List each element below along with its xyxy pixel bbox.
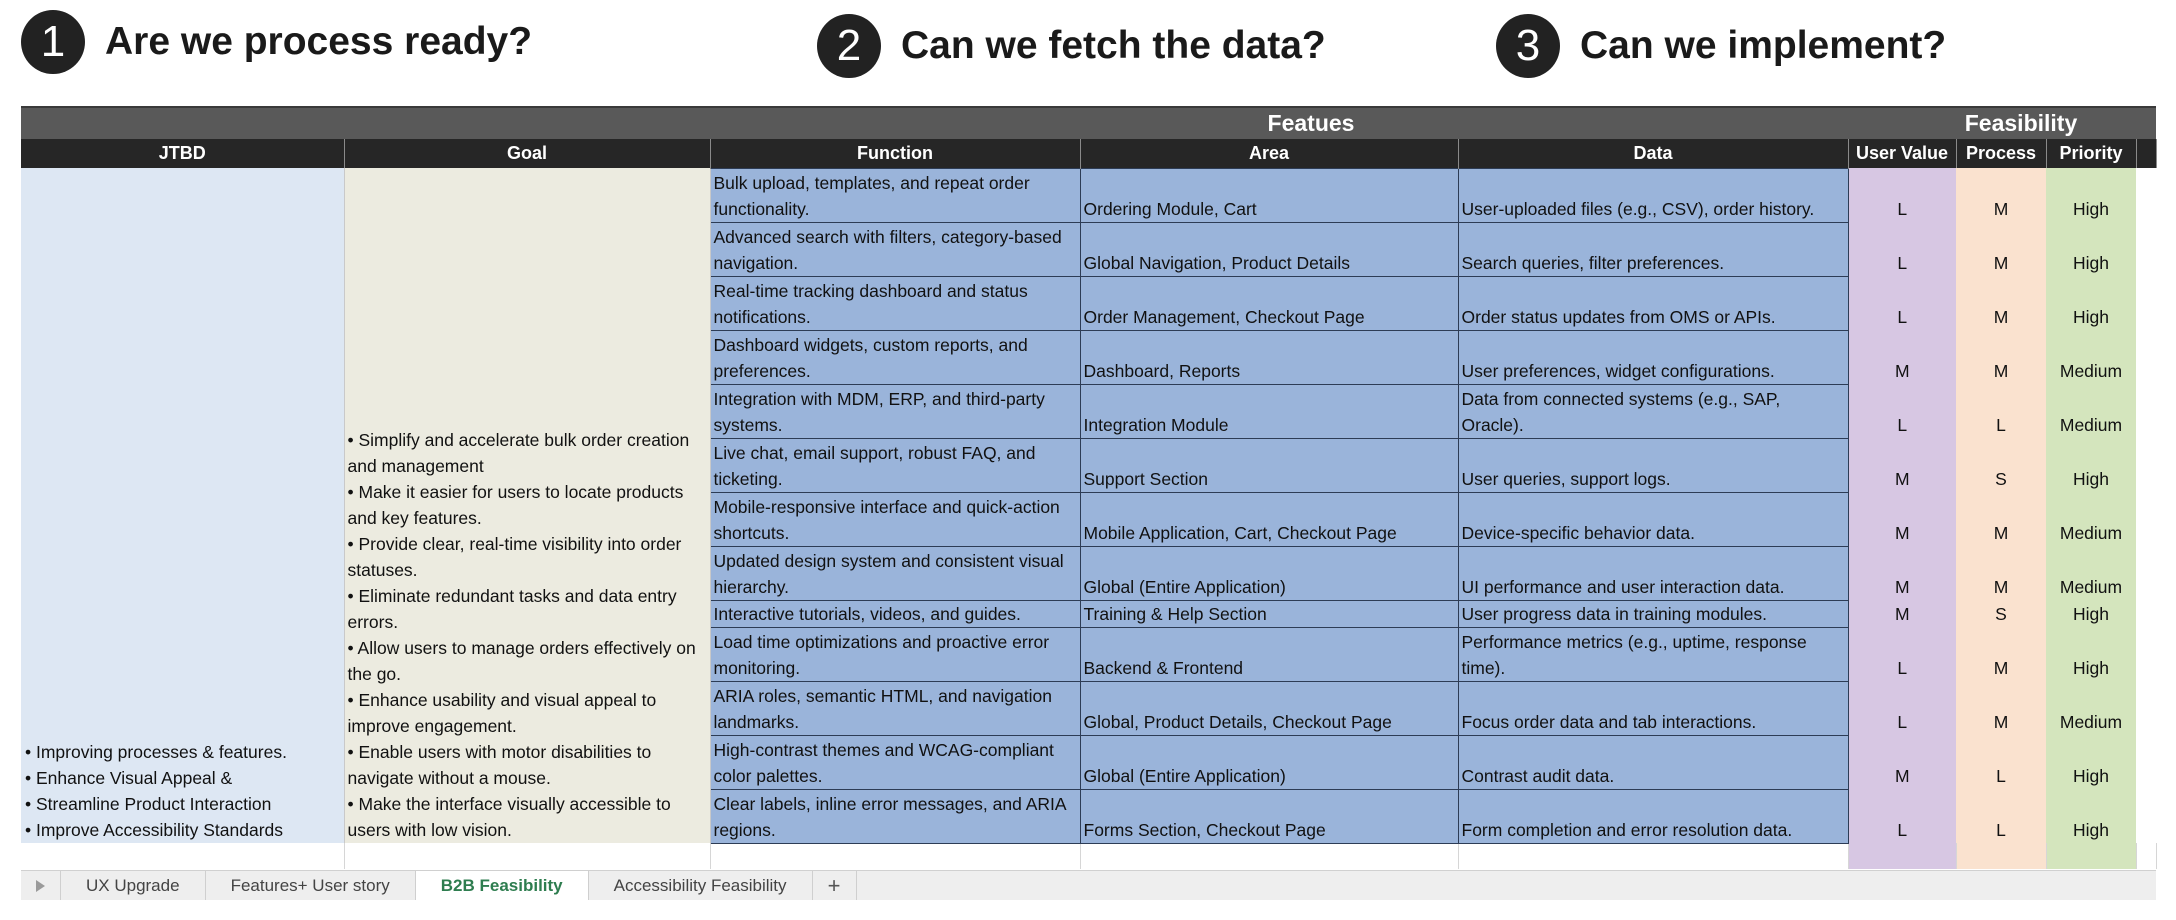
- process-cell[interactable]: L: [1956, 735, 2046, 789]
- column-header-jtbd[interactable]: JTBD: [21, 139, 344, 168]
- edge-cell: [2136, 222, 2156, 276]
- priority-cell[interactable]: High: [2046, 627, 2136, 681]
- area-cell[interactable]: Forms Section, Checkout Page: [1080, 789, 1458, 843]
- data-cell[interactable]: User-uploaded files (e.g., CSV), order history.: [1458, 168, 1848, 222]
- area-cell[interactable]: Global, Product Details, Checkout Page: [1080, 681, 1458, 735]
- area-cell[interactable]: Global (Entire Application): [1080, 546, 1458, 600]
- user-value-cell[interactable]: L: [1848, 789, 1956, 843]
- column-header-process[interactable]: Process: [1956, 139, 2046, 168]
- process-cell[interactable]: M: [1956, 546, 2046, 600]
- goal-item: • Eliminate redundant tasks and data entry errors.: [347, 586, 677, 632]
- step-1-number-badge: 1: [21, 10, 85, 74]
- area-cell[interactable]: Mobile Application, Cart, Checkout Page: [1080, 492, 1458, 546]
- user-value-cell[interactable]: M: [1848, 546, 1956, 600]
- step-3-header: [1496, 12, 1946, 80]
- step-3-title: Can we implement?: [1580, 24, 1947, 67]
- empty-cell[interactable]: [1956, 843, 2046, 869]
- data-cell[interactable]: Performance metrics (e.g., uptime, response time).: [1458, 627, 1848, 681]
- jtbd-item: • Improve Accessibility Standards: [25, 820, 284, 840]
- priority-cell[interactable]: High: [2046, 735, 2136, 789]
- area-cell[interactable]: Backend & Frontend: [1080, 627, 1458, 681]
- edge-cell: [2136, 735, 2156, 789]
- process-cell[interactable]: M: [1956, 222, 2046, 276]
- empty-cell[interactable]: [1848, 843, 1956, 869]
- play-arrow-icon: [36, 880, 45, 892]
- column-header-user-value[interactable]: User Value: [1848, 139, 1956, 168]
- goal-item: • Make the interface visually accessible to users with low vision.: [347, 794, 671, 840]
- data-cell[interactable]: User queries, support logs.: [1458, 438, 1848, 492]
- step-3-number-badge: 3: [1496, 14, 1560, 78]
- area-cell[interactable]: Integration Module: [1080, 384, 1458, 438]
- data-cell[interactable]: User progress data in training modules.: [1458, 600, 1848, 627]
- user-value-cell[interactable]: L: [1848, 222, 1956, 276]
- process-cell[interactable]: L: [1956, 384, 2046, 438]
- empty-cell[interactable]: [344, 843, 710, 869]
- data-cell[interactable]: Data from connected systems (e.g., SAP, Oracle).: [1458, 384, 1848, 438]
- user-value-cell[interactable]: M: [1848, 438, 1956, 492]
- sheet-tab-b2b-feasibility[interactable]: B2B Feasibility: [416, 871, 589, 900]
- user-value-cell[interactable]: L: [1848, 276, 1956, 330]
- user-value-cell[interactable]: L: [1848, 168, 1956, 222]
- data-cell[interactable]: User preferences, widget configurations.: [1458, 330, 1848, 384]
- add-sheet-button[interactable]: +: [813, 871, 857, 900]
- data-cell[interactable]: UI performance and user interaction data.: [1458, 546, 1848, 600]
- feasibility-group-header[interactable]: Feasibility: [1964, 110, 2078, 136]
- column-header-priority[interactable]: Priority: [2046, 139, 2136, 168]
- edge-cell: [2136, 438, 2156, 492]
- edge-cell: [2136, 168, 2156, 222]
- goal-cell[interactable]: [344, 168, 710, 843]
- data-cell[interactable]: Search queries, filter preferences.: [1458, 222, 1848, 276]
- user-value-cell[interactable]: M: [1848, 330, 1956, 384]
- goal-item: • Simplify and accelerate bulk order creation and management: [347, 430, 690, 476]
- area-cell[interactable]: Ordering Module, Cart: [1080, 168, 1458, 222]
- step-2-title: Can we fetch the data?: [901, 24, 1326, 67]
- empty-cell[interactable]: [2046, 843, 2136, 869]
- goal-list: [348, 427, 704, 843]
- edge-cell: [2136, 384, 2156, 438]
- user-value-cell[interactable]: L: [1848, 681, 1956, 735]
- function-cell[interactable]: ARIA roles, semantic HTML, and navigation landmarks.: [710, 681, 1080, 735]
- sheet-tab-accessibility-feasibility[interactable]: Accessibility Feasibility: [589, 871, 813, 900]
- process-cell[interactable]: S: [1956, 438, 2046, 492]
- edge-cell: [2136, 492, 2156, 546]
- priority-cell[interactable]: Medium: [2046, 546, 2136, 600]
- feasibility-table: [21, 139, 2157, 869]
- empty-cell[interactable]: [1458, 843, 1848, 869]
- user-value-cell[interactable]: L: [1848, 627, 1956, 681]
- goal-item: • Make it easier for users to locate products and key features.: [347, 482, 684, 528]
- user-value-cell[interactable]: M: [1848, 600, 1956, 627]
- function-cell[interactable]: Real-time tracking dashboard and status notifications.: [710, 276, 1080, 330]
- column-header-data[interactable]: Data: [1458, 139, 1848, 168]
- edge-cell: [2136, 546, 2156, 600]
- step-2-header: [817, 12, 1326, 80]
- edge-cell: [2136, 789, 2156, 843]
- process-cell[interactable]: L: [1956, 789, 2046, 843]
- priority-cell[interactable]: Medium: [2046, 492, 2136, 546]
- sheet-tab-ux-upgrade[interactable]: UX Upgrade: [61, 871, 206, 900]
- user-value-cell[interactable]: L: [1848, 384, 1956, 438]
- group-header-band: [21, 106, 2156, 139]
- sheet-tab-bar: [21, 870, 2156, 900]
- area-cell[interactable]: Global (Entire Application): [1080, 735, 1458, 789]
- column-header-goal[interactable]: Goal: [344, 139, 710, 168]
- data-cell[interactable]: Order status updates from OMS or APIs.: [1458, 276, 1848, 330]
- process-cell[interactable]: M: [1956, 168, 2046, 222]
- process-cell[interactable]: M: [1956, 681, 2046, 735]
- empty-row: [21, 843, 2156, 869]
- goal-item: • Enable users with motor disabilities to navigate without a mouse.: [347, 742, 652, 788]
- data-cell[interactable]: Device-specific behavior data.: [1458, 492, 1848, 546]
- goal-item: • Allow users to manage orders effectively on the go.: [347, 638, 696, 684]
- column-header-row: [21, 139, 2156, 168]
- area-cell[interactable]: Dashboard, Reports: [1080, 330, 1458, 384]
- process-cell[interactable]: S: [1956, 600, 2046, 627]
- priority-cell[interactable]: High: [2046, 168, 2136, 222]
- priority-cell[interactable]: Medium: [2046, 384, 2136, 438]
- goal-item: • Provide clear, real-time visibility into order statuses.: [347, 534, 682, 580]
- function-cell[interactable]: Dashboard widgets, custom reports, and preferences.: [710, 330, 1080, 384]
- edge-cell: [2136, 330, 2156, 384]
- process-cell[interactable]: M: [1956, 276, 2046, 330]
- priority-cell[interactable]: High: [2046, 789, 2136, 843]
- data-cell[interactable]: Form completion and error resolution data.: [1458, 789, 1848, 843]
- edge-cell: [2136, 600, 2156, 627]
- jtbd-cell[interactable]: [21, 168, 344, 843]
- priority-cell[interactable]: Medium: [2046, 681, 2136, 735]
- goal-item: • Enhance usability and visual appeal to improve engagement.: [347, 690, 657, 736]
- priority-cell[interactable]: High: [2046, 222, 2136, 276]
- jtbd-item: • Enhance Visual Appeal &: [25, 768, 233, 788]
- jtbd-list: [25, 739, 340, 843]
- function-cell[interactable]: Bulk upload, templates, and repeat order functionality.: [710, 168, 1080, 222]
- jtbd-item: • Improving processes & features.: [25, 742, 287, 762]
- empty-cell[interactable]: [2136, 843, 2156, 869]
- sheet-tab-features-user-story[interactable]: Features+ User story: [206, 871, 416, 900]
- function-cell[interactable]: Mobile-responsive interface and quick-action shortcuts.: [710, 492, 1080, 546]
- edge-cell: [2136, 276, 2156, 330]
- process-cell[interactable]: M: [1956, 492, 2046, 546]
- step-1-title: Are we process ready?: [105, 20, 533, 63]
- data-cell[interactable]: Focus order data and tab interactions.: [1458, 681, 1848, 735]
- function-cell[interactable]: Load time optimizations and proactive error monitoring.: [710, 627, 1080, 681]
- jtbd-item: • Streamline Product Interaction: [25, 794, 272, 814]
- table-row: [21, 168, 2156, 222]
- priority-cell[interactable]: High: [2046, 600, 2136, 627]
- area-cell[interactable]: Global Navigation, Product Details: [1080, 222, 1458, 276]
- priority-cell[interactable]: Medium: [2046, 330, 2136, 384]
- function-cell[interactable]: Updated design system and consistent visual hierarchy.: [710, 546, 1080, 600]
- empty-cell[interactable]: [21, 843, 344, 869]
- function-cell[interactable]: Interactive tutorials, videos, and guides.: [710, 600, 1080, 627]
- user-value-cell[interactable]: M: [1848, 492, 1956, 546]
- feasibility-sheet: [21, 106, 2156, 869]
- data-cell[interactable]: Contrast audit data.: [1458, 735, 1848, 789]
- empty-cell[interactable]: [1080, 843, 1458, 869]
- column-header-spacer: [2136, 139, 2156, 168]
- function-cell[interactable]: High-contrast themes and WCAG-compliant color palettes.: [710, 735, 1080, 789]
- features-group-header[interactable]: Featues: [1267, 110, 1355, 136]
- area-cell[interactable]: Support Section: [1080, 438, 1458, 492]
- process-cell[interactable]: M: [1956, 627, 2046, 681]
- area-cell[interactable]: Training & Help Section: [1080, 600, 1458, 627]
- priority-cell[interactable]: High: [2046, 276, 2136, 330]
- function-cell[interactable]: Live chat, email support, robust FAQ, and ticketing.: [710, 438, 1080, 492]
- column-header-function[interactable]: Function: [710, 139, 1080, 168]
- edge-cell: [2136, 681, 2156, 735]
- function-cell[interactable]: Clear labels, inline error messages, and ARIA regions.: [710, 789, 1080, 843]
- function-cell[interactable]: Integration with MDM, ERP, and third-party systems.: [710, 384, 1080, 438]
- step-2-number-badge: 2: [817, 14, 881, 78]
- priority-cell[interactable]: High: [2046, 438, 2136, 492]
- process-cell[interactable]: M: [1956, 330, 2046, 384]
- step-1-header: [21, 8, 532, 76]
- column-header-area[interactable]: Area: [1080, 139, 1458, 168]
- edge-cell: [2136, 627, 2156, 681]
- empty-cell[interactable]: [710, 843, 1080, 869]
- area-cell[interactable]: Order Management, Checkout Page: [1080, 276, 1458, 330]
- user-value-cell[interactable]: M: [1848, 735, 1956, 789]
- function-cell[interactable]: Advanced search with filters, category-based navigation.: [710, 222, 1080, 276]
- scroll-tabs-button[interactable]: [21, 871, 61, 900]
